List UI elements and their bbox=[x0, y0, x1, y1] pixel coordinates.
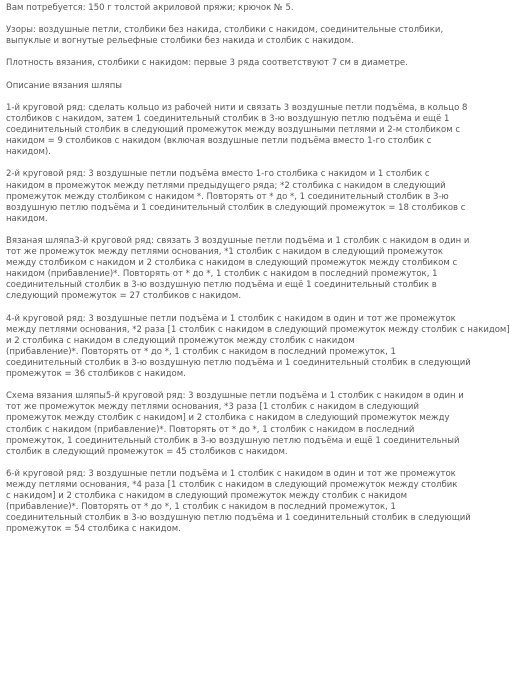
text-line: соединительный столбик в 3-ю воздушную петлю подъёма и 1 соединительный столбик в следующий bbox=[6, 358, 471, 368]
text-line: накидом. bbox=[6, 213, 48, 224]
text-line: следующий промежуток = 27 столбиков с накидом. bbox=[6, 291, 242, 302]
text-line: Вязаная шляпа3-й круговой ряд: связать 3 воздушные петли подъёма и 1 столбик с накидом в один и bbox=[6, 235, 470, 246]
text-line: между столбиком с накидом и 2 столбика с накидом в следующий промежуток между столбиком с bbox=[6, 258, 458, 269]
row-4-paragraph bbox=[6, 313, 510, 381]
text-line: промежуток = 54 столбика с накидом. bbox=[6, 524, 181, 535]
text-line: (прибавление)*. Повторять от * до *, 1 столбик с накидом в последний промежуток, 1 bbox=[6, 502, 396, 513]
text-line: соединительный столбик в 3-ю воздушную петлю подъёма и ещё 1 соединительный столбик в bbox=[6, 280, 437, 291]
row-1-paragraph bbox=[6, 102, 468, 158]
text-line: столбик в следующий промежуток = 45 столбиков с накидом. bbox=[6, 446, 288, 457]
text-line: столбик с накидом (прибавление)*. Повторять от * до *, 1 столбик с накидом в последний bbox=[6, 424, 415, 435]
text-line: между петлями основания, *4 раза [1 столбик с накидом в следующий промежуток между столбик bbox=[6, 480, 458, 491]
gauge-paragraph bbox=[6, 58, 447, 69]
text-line: промежуток, 1 соединительный столбик в 3-ю воздушную петлю подъёма и ещё 1 соединительный bbox=[6, 435, 460, 446]
text-line: 6-й круговой ряд: 3 воздушные петли подъёма и 1 столбик с накидом в один и тот же промежуток bbox=[6, 468, 456, 479]
text-line: 4-й круговой ряд: 3 воздушные петли подъёма и 1 столбик с накидом в один и тот же промежуток bbox=[6, 313, 456, 324]
text-line: Схема вязания шляпы5-й круговой ряд: 3 воздушные петли подъёма и 1 столбик с накидом в один и bbox=[6, 391, 464, 402]
text-line: Плотность вязания, столбики с накидом: первые 3 ряда соответствуют 7 см в диаметре. bbox=[6, 58, 408, 69]
text-line: соединительный столбик в 3-ю воздушную петлю подъёма и 1 соединительный столбик в следующий bbox=[6, 513, 471, 524]
text-line: (прибавление)*. Повторять от * до *, 1 столбик с накидом в последний промежуток, 1 bbox=[6, 346, 396, 357]
text-line: накидом (прибавление)*. Повторять от * до *, 1 столбик с накидом в последний промежуток, 1 bbox=[6, 269, 438, 280]
section-heading bbox=[6, 81, 447, 92]
text-line: между петлями основания, *2 раза [1 столбик с накидом в следующий промежуток между столбик с накидом] bbox=[6, 324, 510, 335]
row-2-paragraph bbox=[6, 169, 466, 224]
materials-paragraph bbox=[6, 3, 447, 14]
text-line: тот же промежуток между петлями основания, *3 раза [1 столбик с накидом в следующий bbox=[6, 402, 419, 413]
text-line: промежуток между столбиком с накидом *. Повторять от * до *, 1 соединительный столбик в 3-ю bbox=[6, 191, 449, 202]
text-line: накидом). bbox=[6, 147, 51, 158]
text-line: промежуток = 36 столбиков с накидом. bbox=[6, 369, 186, 380]
text-line: накидом в промежуток между петлями предыдущего ряда; *2 столбика с накидом в следующий bbox=[6, 180, 446, 191]
text-line: и 2 столбика с накидом в следующий промежуток между столбик с накидом bbox=[6, 335, 355, 346]
text-line: Узоры: воздушные петли, столбики без накида, столбики с накидом, соединительные столбики, bbox=[6, 25, 444, 36]
text-line: 2-й круговой ряд: 3 воздушные петли подъёма вместо 1-го столбика с накидом и 1 столбик с bbox=[6, 169, 430, 180]
text-line: накидом = 9 столбиков с накидом (включая воздушные петли подъёма вместо 1-го столбик с bbox=[6, 136, 432, 147]
row-5-paragraph bbox=[6, 391, 464, 458]
text-line: соединительный столбик в следующий промежуток между воздушными петлями и 2-м столбиком с bbox=[6, 125, 461, 136]
text-line: Вам потребуется: 150 г толстой акриловой пряжи; крючок № 5. bbox=[6, 3, 294, 13]
text-line: с накидом] и 2 столбика с накидом в следующий промежуток между столбик с накидом bbox=[6, 491, 408, 502]
text-line: воздушную петлю подъёма и 1 соединительный столбик в следующий промежуток = 18 столбиков с bbox=[6, 202, 466, 213]
row-6-paragraph bbox=[6, 468, 471, 536]
text-line: столбиков с накидом, затем 1 соединительный столбик в 3-ю воздушную петлю подъёма и ещё 1 bbox=[6, 113, 450, 124]
text-line: 1-й круговой ряд: сделать кольцо из рабочей нити и связать 3 воздушные петли подъёма, в кольцо 8 bbox=[6, 102, 468, 113]
text-line: Описание вязания шляпы bbox=[6, 80, 123, 91]
text-line: тот же промежуток между петлями основания, *1 столбик с накидом в следующий промежуток bbox=[6, 247, 443, 258]
text-line: промежуток между столбик с накидом] и 2 столбика с накидом в следующий промежуток между bbox=[6, 413, 450, 424]
row-3-paragraph bbox=[6, 235, 470, 303]
text-line: выпуклые и вогнутые рельефные столбики без накида и столбик с накидом. bbox=[6, 36, 354, 47]
patterns-paragraph bbox=[6, 25, 447, 47]
